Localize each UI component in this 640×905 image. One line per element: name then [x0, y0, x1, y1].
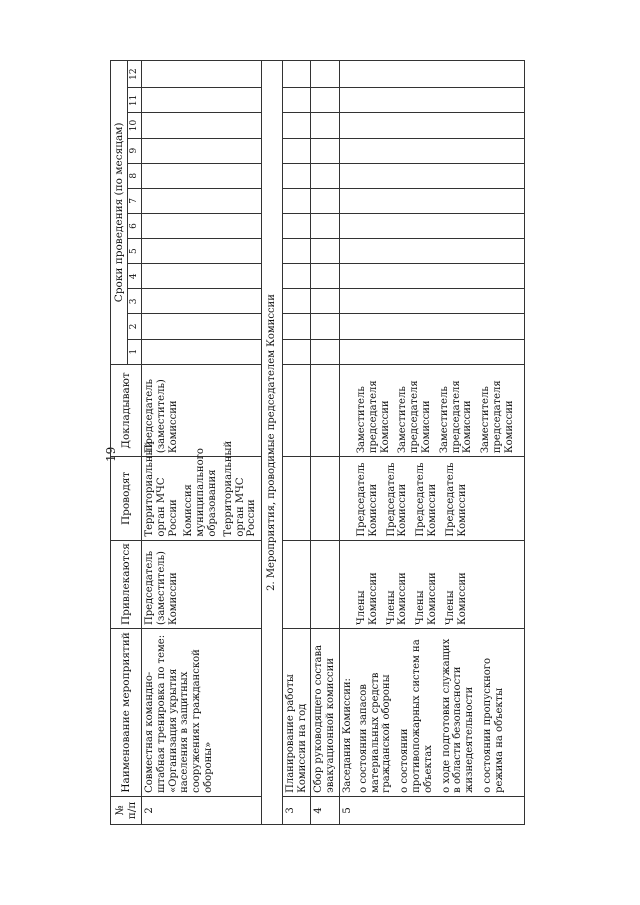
month-header: 5	[128, 239, 142, 264]
month-header: 8	[128, 163, 142, 188]
meeting-item: о состоянии запасов материальных средств гражданской обороны	[357, 672, 393, 793]
meeting-item: о состоянии пропускного режима на объекты	[481, 657, 505, 793]
row-num: 3	[282, 796, 311, 824]
row-involved	[339, 540, 524, 628]
table-row	[339, 61, 524, 825]
conducts-item: Председатель Комиссии	[415, 462, 438, 537]
conducts-item: Председатель Комиссии	[385, 462, 409, 537]
reports-item: Заместитель председателя Комиссии	[438, 380, 474, 454]
col-header-name: Наименование мероприятий	[111, 629, 142, 797]
reports-item: Заместитель председателя Комиссии	[355, 380, 391, 454]
table-row	[311, 61, 340, 825]
meeting-item: о ходе подготовки служащих в области безопасности жизнедеятельности	[440, 638, 476, 793]
month-header: 11	[128, 88, 142, 113]
conducts-line: Комиссия муниципального образования	[183, 448, 218, 537]
row-reports: Председатель (заместитель) Комиссии	[141, 364, 261, 456]
conducts-line: Территориальный орган МЧС России	[222, 440, 258, 537]
section-row	[261, 61, 282, 825]
row-reports	[339, 364, 524, 456]
col-header-reports: Докладывают	[111, 364, 142, 456]
involved-item: Члены Комиссии	[385, 572, 409, 626]
row-conducts	[339, 457, 524, 540]
involved-item: Члены Комиссии	[415, 572, 438, 626]
row-conducts	[141, 440, 261, 540]
page-number: 19	[104, 446, 118, 462]
row-involved: Председатель (заместитель) Комиссии	[141, 540, 261, 628]
row-name: Сбор руководящего состава эвакуационной комиссии	[311, 629, 340, 797]
row-name: Планирование работы Комиссии на год	[282, 629, 311, 797]
rotated-table-container	[110, 60, 615, 825]
row-name: Совместная командно-штабная тренировка по теме: «Организация укрытия населения в защитных сооружениях гражданской обороны»	[141, 629, 261, 797]
conducts-line: Территориальный орган МЧС России	[143, 440, 179, 537]
month-header: 10	[128, 113, 142, 138]
month-header: 1	[128, 339, 142, 364]
col-header-conducts: Проводят	[111, 457, 142, 540]
conducts-item: Председатель Комиссии	[444, 462, 468, 537]
row-num: 5	[339, 796, 524, 824]
conducts-item: Председатель Комиссии	[355, 462, 379, 537]
month-header: 7	[128, 188, 142, 213]
table-row	[282, 61, 311, 825]
month-header: 12	[128, 61, 142, 88]
meeting-title: Заседания Комиссии:	[341, 678, 353, 793]
table-row	[141, 61, 261, 825]
month-header: 3	[128, 289, 142, 314]
row-num: 2	[141, 796, 261, 824]
month-header: 6	[128, 213, 142, 238]
header-row	[111, 61, 128, 825]
reports-item: Заместитель председателя Комиссии	[397, 380, 432, 454]
month-header: 2	[128, 314, 142, 339]
month-header: 9	[128, 138, 142, 163]
col-header-terms: Сроки проведения (по месяцам)	[111, 61, 128, 365]
col-header-involved: Привлекаются	[111, 540, 142, 628]
section-title: 2. Мероприятия, проводимые председателем Комиссии	[261, 61, 282, 825]
involved-item: Члены Комиссии	[444, 572, 468, 626]
col-header-num: № п/п	[111, 796, 142, 824]
reports-item: Заместитель председателя Комиссии	[480, 380, 515, 454]
row-name	[339, 629, 524, 797]
meeting-item: о состоянии противопожарных систем на объектах	[399, 639, 434, 793]
involved-item: Члены Комиссии	[355, 572, 379, 626]
plan-table	[110, 60, 525, 825]
row-num: 4	[311, 796, 340, 824]
month-header: 4	[128, 264, 142, 289]
